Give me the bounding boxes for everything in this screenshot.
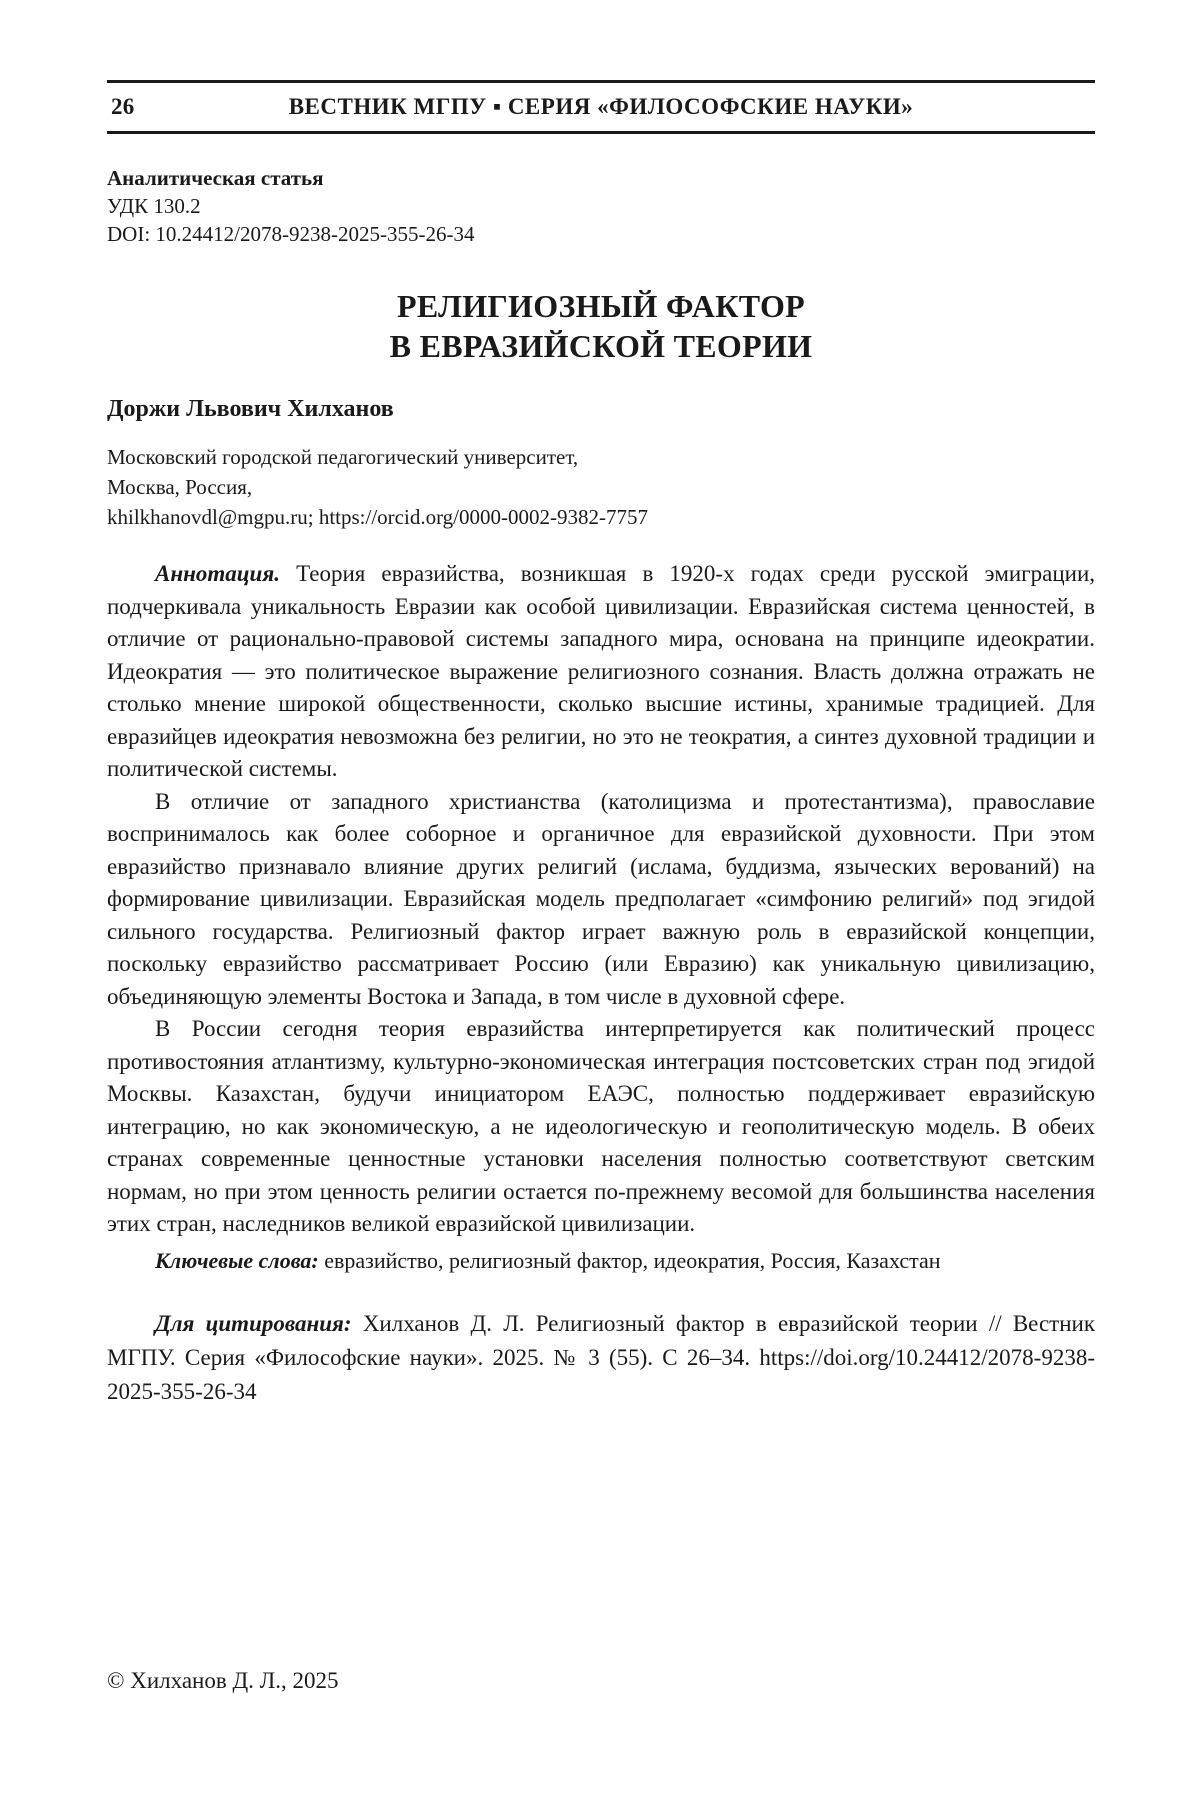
journal-title: ВЕСТНИК МГПУ ▪ СЕРИЯ «ФИЛОСОФСКИЕ НАУКИ» [177,94,1095,120]
author-contacts[interactable]: khilkhanovdl@mgpu.ru; https://orcid.org/0000-0002-9382-7757 [107,502,1095,532]
article-type: Аналитическая статья [107,164,1095,192]
abstract-label: Аннотация. [155,561,280,586]
citation-text: Хилханов Д. Л. Религиозный фактор в евразийской теории // Вестник МГПУ. Серия «Философские науки». 2025. № 3 (55). С 26–34. https://doi.org/10.24412/2078-9238-2025-355-26-34 [107,1311,1095,1404]
abstract-paragraph-3: В России сегодня теория евразийства интерпретируется как политический процесс противостояния атлантизму, культурно-экономическая интеграция постсоветских стран под эгидой Москвы. Казахстан, будучи инициатором ЕАЭС, полностью поддерживает евразийскую интеграцию, но как экономическую, а не идеологическую и геополитическую модель. В обеих странах современные ценностные установки населения полностью соответствуют светским нормам, но при этом ценность религии остается по-прежнему весомой для большинства населения этих стран, наследников великой евразийской цивилизации. [107,1013,1095,1241]
affiliation: Московский городской педагогический университет, [107,442,1095,472]
citation [107,1307,1095,1409]
author-affiliation-block [107,442,1095,532]
location: Москва, Россия, [107,472,1095,502]
keywords-label: Ключевые слова: [155,1248,319,1273]
running-header [107,80,1095,134]
author-name: Доржи Львович Хилханов [107,394,1095,424]
page-number: 26 [107,94,177,120]
abstract-text-1: Теория евразийства, возникшая в 1920-х годах среди русской эмиграции, подчеркивала уникальность Евразии как особой цивилизации. Евразийская система ценностей, в отличие от рационально-правовой системы западного мира, основана на принципе идеократии. Идеократия — это политическое выражение религиозного сознания. Власть должна отражать не столько мнение широкой общественности, сколько высшие истины, хранимые традицией. Для евразийцев идеократия невозможна без религии, но это не теократия, а синтез духовной традиции и политической системы. [107,561,1095,781]
article-meta [107,164,1095,248]
abstract-paragraph-1 [107,558,1095,786]
copyright: © Хилханов Д. Л., 2025 [107,1666,338,1696]
keywords [107,1245,1095,1277]
doi: DOI: 10.24412/2078-9238-2025-355-26-34 [107,220,1095,248]
title-line-2: В ЕВРАЗИЙСКОЙ ТЕОРИИ [107,326,1095,366]
keywords-text: евразийство, религиозный фактор, идеократия, Россия, Казахстан [324,1248,940,1273]
udc-code: УДК 130.2 [107,192,1095,220]
article-title [107,286,1095,366]
abstract [107,558,1095,1241]
title-line-1: РЕЛИГИОЗНЫЙ ФАКТОР [107,286,1095,326]
article-page [107,80,1095,1409]
abstract-paragraph-2: В отличие от западного христианства (католицизма и протестантизма), православие воспринималось как более соборное и органичное для евразийской духовности. При этом евразийство признавало влияние других религий (ислама, буддизма, языческих верований) на формирование цивилизации. Евразийская модель предполагает «симфонию религий» под эгидой сильного государства. Религиозный фактор играет важную роль в евразийской концепции, поскольку евразийство рассматривает Россию (или Евразию) как уникальную цивилизацию, объединяющую элементы Востока и Запада, в том числе в духовной сфере. [107,786,1095,1014]
citation-label: Для цитирования: [155,1311,352,1336]
